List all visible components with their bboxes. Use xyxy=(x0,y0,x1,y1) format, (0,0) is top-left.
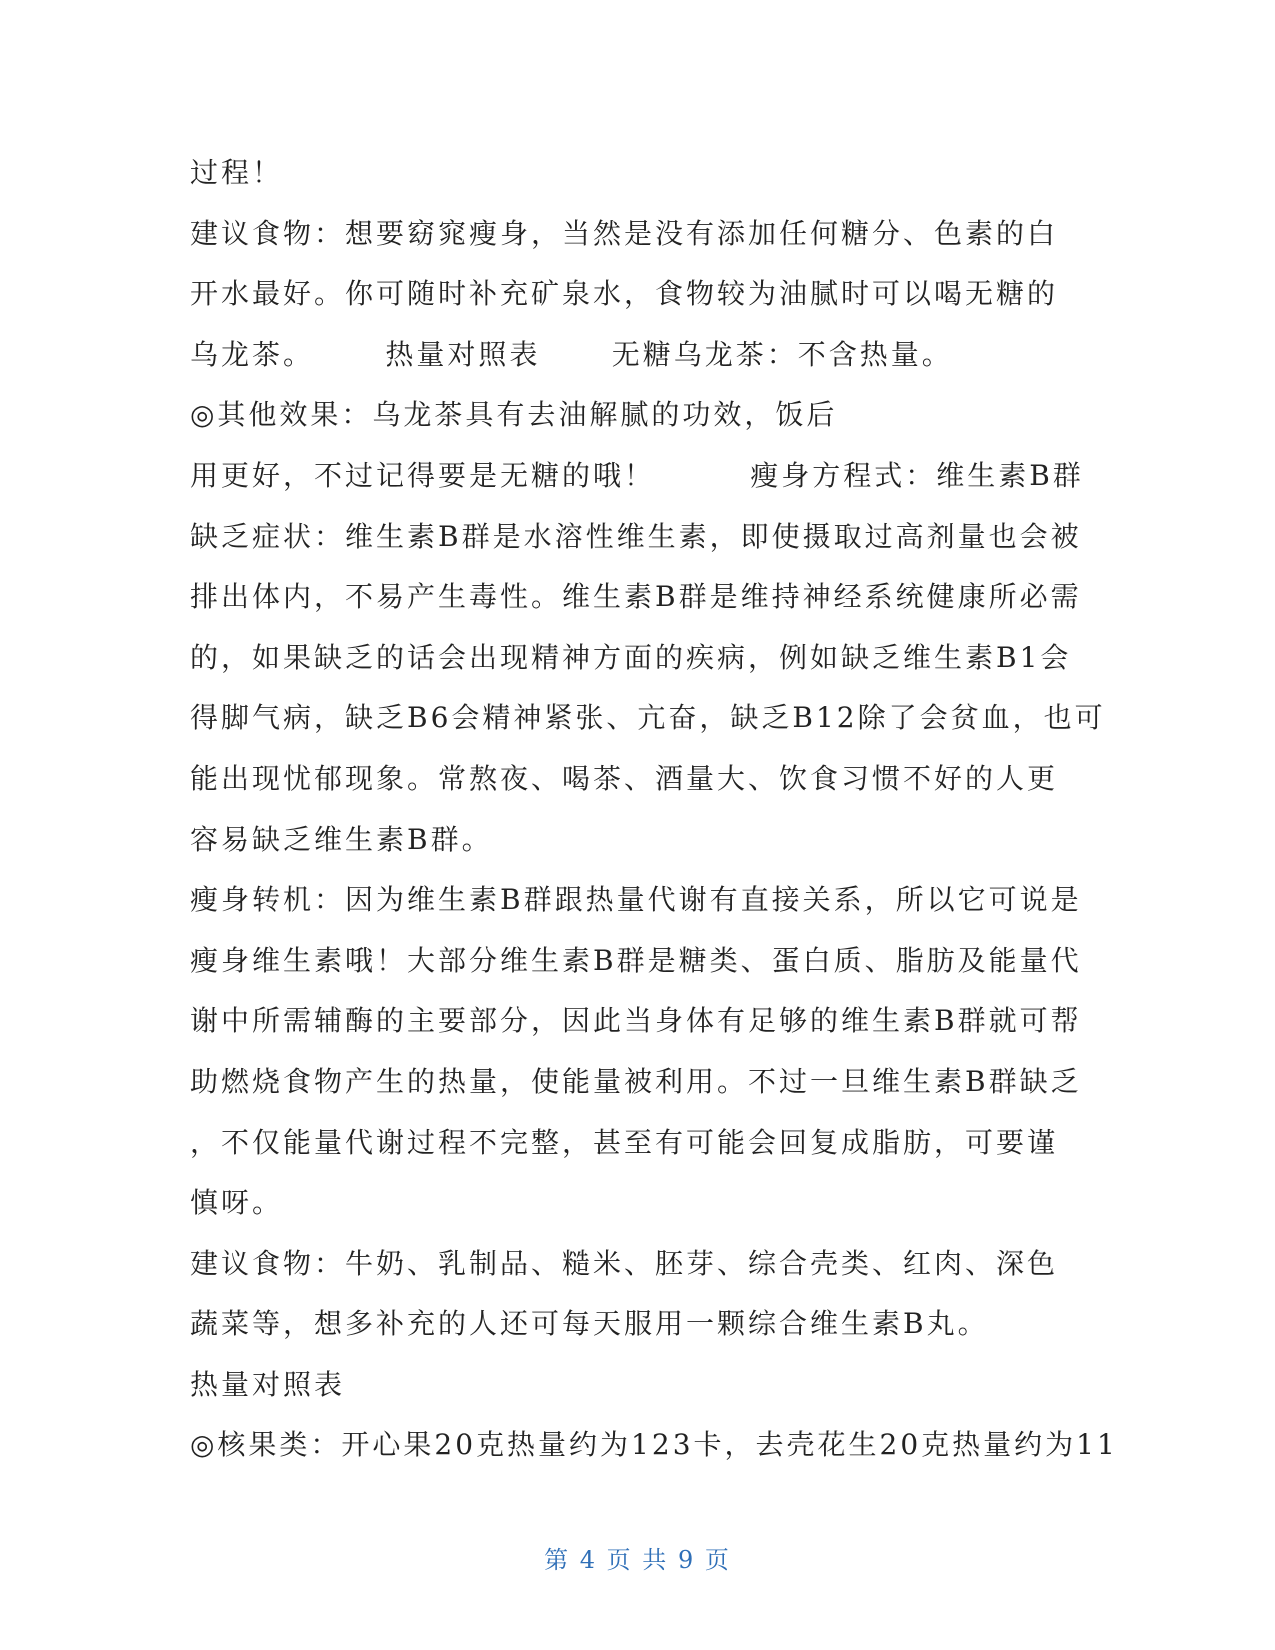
text-line: 瘦身维生素哦！大部分维生素B群是糖类、蛋白质、脂肪及能量代 xyxy=(190,943,1082,977)
text-line: 的，如果缺乏的话会出现精神方面的疾病，例如缺乏维生素B1会 xyxy=(190,640,1072,674)
text-line: 过程！ xyxy=(190,156,284,189)
text-line: 蔬菜等，想多补充的人还可每天服用一颗综合维生素B丸。 xyxy=(190,1307,989,1341)
text-line: 缺乏症状：维生素B群是水溶性维生素，即使摄取过高剂量也会被 xyxy=(190,519,1082,553)
text-line: 建议食物：牛奶、乳制品、糙米、胚芽、综合壳类、红肉、深色 xyxy=(190,1246,1059,1280)
text-line: 排出体内，不易产生毒性。维生素B群是维持神经系统健康所必需 xyxy=(190,580,1082,614)
text-line: 容易缺乏维生素B群。 xyxy=(190,822,493,856)
text-line: 能出现忧郁现象。常熬夜、喝茶、酒量大、饮食习惯不好的人更 xyxy=(190,761,1059,795)
text-line: ◎其他效果：乌龙茶具有去油解腻的功效，饭后 xyxy=(190,398,838,432)
text-line: 谢中所需辅酶的主要部分，因此当身体有足够的维生素B群就可帮 xyxy=(190,1004,1082,1038)
text-line: ◎核果类：开心果20克热量约为123卡，去壳花生20克热量约为11 xyxy=(190,1428,1118,1462)
text-line: 乌龙茶。 热量对照表 无糖乌龙茶：不含热量。 xyxy=(190,337,953,371)
text-line: 热量对照表 xyxy=(190,1367,346,1401)
text-line: 慎呀。 xyxy=(190,1186,284,1220)
text-line: 开水最好。你可随时补充矿泉水，食物较为油腻时可以喝无糖的 xyxy=(190,277,1059,311)
document-body xyxy=(190,143,1118,1476)
text-line: 建议食物：想要窈窕瘦身，当然是没有添加任何糖分、色素的白 xyxy=(190,216,1059,250)
text-line: ，不仅能量代谢过程不完整，甚至有可能会回复成脂肪，可要谨 xyxy=(190,1125,1059,1159)
page-footer: 第 4 页 共 9 页 xyxy=(544,1546,731,1574)
text-line: 瘦身转机：因为维生素B群跟热量代谢有直接关系，所以它可说是 xyxy=(190,883,1082,917)
text-line: 得脚气病，缺乏B6会精神紧张、亢奋，缺乏B12除了会贫血，也可 xyxy=(190,701,1106,735)
text-line: 用更好，不过记得要是无糖的哦！ 瘦身方程式：维生素B群 xyxy=(190,458,1084,492)
text-line: 助燃烧食物产生的热量，使能量被利用。不过一旦维生素B群缺乏 xyxy=(190,1064,1082,1098)
